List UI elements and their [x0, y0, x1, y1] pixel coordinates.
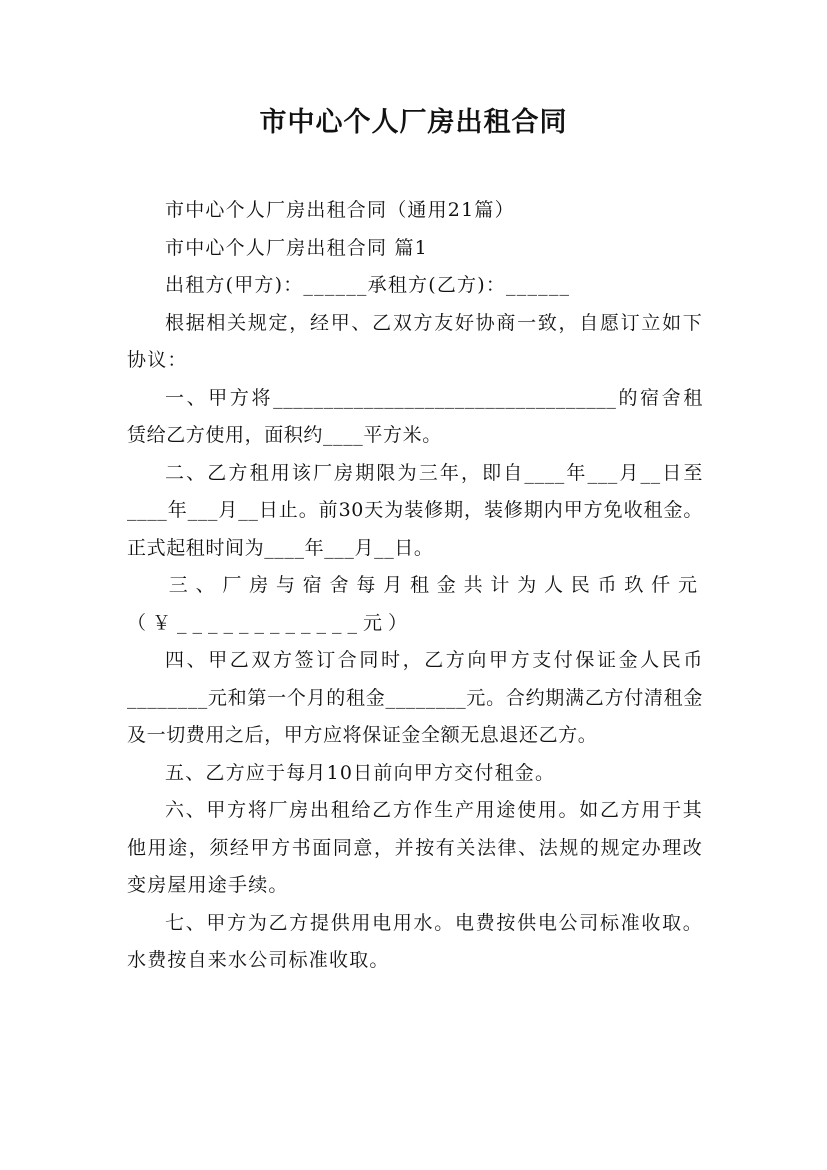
paragraph-clause-1: 一、甲方将__________________________________的宿舍租赁给乙方使用，面积约____平方米。: [127, 386, 703, 446]
paragraph-clause-4: 四、甲乙双方签订合同时，乙方向甲方支付保证金人民币________元和第一个月的租金________元。合约期满乙方付清租金及一切费用之后，甲方应将保证金全额无息退还乙方。: [127, 649, 703, 746]
paragraph-clause-7: 七、甲方为乙方提供用电用水。电费按供电公司标准收取。水费按自来水公司标准收取。: [127, 911, 703, 971]
document-body: [127, 192, 703, 980]
paragraph-parties: 出租方(甲方)：______承租方(乙方)：______: [165, 274, 571, 296]
paragraph-clause-5: 五、乙方应于每月10日前向甲方交付租金。: [165, 761, 556, 784]
paragraph-clause-2: 二、乙方租用该厂房期限为三年，即自____年___月__日至____年___月__日止。前30天为装修期，装修期内甲方免收租金。正式起租时间为____年___月__日。: [127, 461, 703, 559]
paragraph-preamble: 根据相关规定，经甲、乙双方友好协商一致，自愿订立如下协议：: [127, 311, 703, 371]
paragraph-article-heading: 市中心个人厂房出租合同 篇1: [165, 236, 428, 259]
paragraph-clause-3: 三、厂房与宿舍每月租金共计为人民币玖仟元（￥____________元）: [127, 574, 703, 634]
paragraph-clause-6: 六、甲方将厂房出租给乙方作生产用途使用。如乙方用于其他用途，须经甲方书面同意，并按有关法律、法规的规定办理改变房屋用途手续。: [127, 799, 703, 896]
paragraph-collection-heading: 市中心个人厂房出租合同（通用21篇）: [165, 199, 515, 221]
document-title: 市中心个人厂房出租合同: [259, 107, 568, 138]
